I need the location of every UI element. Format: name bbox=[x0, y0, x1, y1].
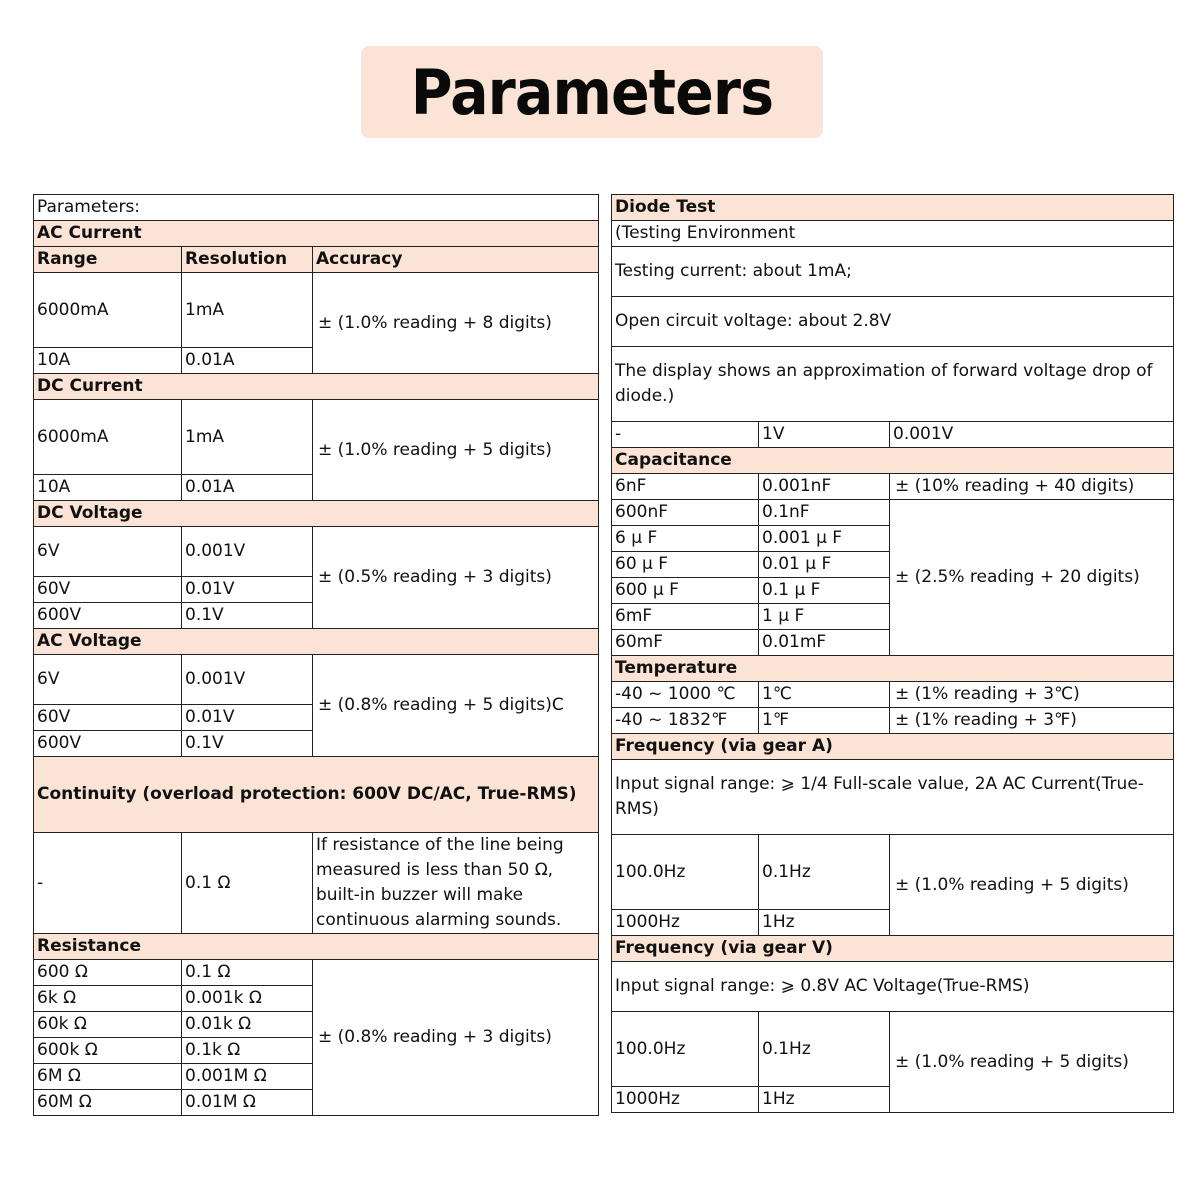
accuracy-cell: ± (10% reading + 40 digits) bbox=[890, 474, 1174, 500]
resolution-cell: 0.001V bbox=[182, 655, 313, 705]
resolution-cell: 1℃ bbox=[759, 682, 890, 708]
accuracy-cell: ± (2.5% reading + 20 digits) bbox=[890, 500, 1174, 656]
range-cell: 600 μ F bbox=[612, 578, 759, 604]
resolution-cell: 0.001k Ω bbox=[182, 986, 313, 1012]
resolution-cell: 0.1 Ω bbox=[182, 960, 313, 986]
section-capacitance: Capacitance bbox=[612, 448, 1174, 474]
resolution-cell: 0.1V bbox=[182, 603, 313, 629]
range-cell: - bbox=[612, 422, 759, 448]
range-cell: 600nF bbox=[612, 500, 759, 526]
range-cell: 6 μ F bbox=[612, 526, 759, 552]
range-cell: 10A bbox=[34, 475, 182, 501]
continuity-note: If resistance of the line being measured is less than 50 Ω, built-in buzzer will make continuous alarming sounds. bbox=[313, 833, 599, 934]
resolution-cell: 0.01V bbox=[182, 705, 313, 731]
section-frequency-a: Frequency (via gear A) bbox=[612, 734, 1174, 760]
range-cell: 60M Ω bbox=[34, 1090, 182, 1116]
diode-display-note: The display shows an approximation of forward voltage drop of diode.) bbox=[612, 347, 1174, 422]
section-dc-current: DC Current bbox=[34, 374, 599, 400]
range-cell: 6mF bbox=[612, 604, 759, 630]
resolution-cell: 0.001 μ F bbox=[759, 526, 890, 552]
right-parameters-table bbox=[611, 194, 1174, 1113]
range-cell: 6000mA bbox=[34, 273, 182, 348]
resolution-cell: 0.01V bbox=[182, 577, 313, 603]
resolution-cell: 0.01k Ω bbox=[182, 1012, 313, 1038]
resolution-cell: 0.01A bbox=[182, 475, 313, 501]
resolution-cell: 1mA bbox=[182, 400, 313, 475]
resolution-cell: 1Hz bbox=[759, 1087, 890, 1113]
accuracy-cell: ± (0.5% reading + 3 digits) bbox=[313, 527, 599, 629]
resolution-cell: 0.001nF bbox=[759, 474, 890, 500]
section-resistance: Resistance bbox=[34, 934, 599, 960]
range-cell: 600 Ω bbox=[34, 960, 182, 986]
resolution-cell: 0.1 Ω bbox=[182, 833, 313, 934]
resolution-cell: 1Hz bbox=[759, 910, 890, 936]
range-cell: 6M Ω bbox=[34, 1064, 182, 1090]
range-cell: 6V bbox=[34, 655, 182, 705]
range-cell: 100.0Hz bbox=[612, 835, 759, 910]
left-parameters-table bbox=[33, 194, 599, 1116]
section-diode-test: Diode Test bbox=[612, 195, 1174, 221]
resolution-cell: 0.1k Ω bbox=[182, 1038, 313, 1064]
resolution-cell: 0.1nF bbox=[759, 500, 890, 526]
accuracy-cell: ± (0.8% reading + 3 digits) bbox=[313, 960, 599, 1116]
resolution-cell: 0.01mF bbox=[759, 630, 890, 656]
resolution-cell: 0.001V bbox=[182, 527, 313, 577]
accuracy-cell: ± (1.0% reading + 5 digits) bbox=[890, 1012, 1174, 1113]
resolution-cell: 1 μ F bbox=[759, 604, 890, 630]
section-continuity: Continuity (overload protection: 600V DC/AC, True-RMS) bbox=[34, 757, 599, 833]
diode-env: (Testing Environment bbox=[612, 221, 1174, 247]
section-ac-voltage: AC Voltage bbox=[34, 629, 599, 655]
resolution-cell: 0.001V bbox=[890, 422, 1174, 448]
section-temperature: Temperature bbox=[612, 656, 1174, 682]
section-ac-current: AC Current bbox=[34, 221, 599, 247]
resolution-cell: 0.01 μ F bbox=[759, 552, 890, 578]
range-cell: 6V bbox=[34, 527, 182, 577]
accuracy-cell: ± (1% reading + 3℉) bbox=[890, 708, 1174, 734]
range-cell: -40 ~ 1000 ℃ bbox=[612, 682, 759, 708]
accuracy-cell: ± (1% reading + 3℃) bbox=[890, 682, 1174, 708]
range-cell: 600V bbox=[34, 603, 182, 629]
resolution-cell: 1℉ bbox=[759, 708, 890, 734]
parameters-heading: Parameters: bbox=[34, 195, 599, 221]
col-resolution: Resolution bbox=[182, 247, 313, 273]
range-cell: 100.0Hz bbox=[612, 1012, 759, 1087]
range-cell: 10A bbox=[34, 348, 182, 374]
diode-current: Testing current: about 1mA; bbox=[612, 247, 1174, 297]
resolution-cell: 0.001M Ω bbox=[182, 1064, 313, 1090]
range-cell: 6000mA bbox=[34, 400, 182, 475]
accuracy-cell: ± (1.0% reading + 8 digits) bbox=[313, 273, 599, 374]
title-banner bbox=[361, 46, 823, 138]
range-cell: 60mF bbox=[612, 630, 759, 656]
range-cell: 600k Ω bbox=[34, 1038, 182, 1064]
range-cell: 60V bbox=[34, 705, 182, 731]
diode-voltage: Open circuit voltage: about 2.8V bbox=[612, 297, 1174, 347]
resolution-cell: 0.1V bbox=[182, 731, 313, 757]
resolution-cell: 0.01M Ω bbox=[182, 1090, 313, 1116]
range-cell: - bbox=[34, 833, 182, 934]
range-cell: 1000Hz bbox=[612, 1087, 759, 1113]
accuracy-cell: ± (1.0% reading + 5 digits) bbox=[890, 835, 1174, 936]
resolution-cell: 0.1Hz bbox=[759, 1012, 890, 1087]
accuracy-cell: ± (1.0% reading + 5 digits) bbox=[313, 400, 599, 501]
range-cell: 6k Ω bbox=[34, 986, 182, 1012]
range-cell: 1000Hz bbox=[612, 910, 759, 936]
range-cell: 600V bbox=[34, 731, 182, 757]
col-range: Range bbox=[34, 247, 182, 273]
frequency-a-input: Input signal range: ⩾ 1/4 Full-scale value, 2A AC Current(True-RMS) bbox=[612, 760, 1174, 835]
page-title: Parameters bbox=[410, 55, 774, 129]
frequency-v-input: Input signal range: ⩾ 0.8V AC Voltage(True-RMS) bbox=[612, 962, 1174, 1012]
range-cell: 1V bbox=[759, 422, 890, 448]
resolution-cell: 0.1 μ F bbox=[759, 578, 890, 604]
range-cell: 60k Ω bbox=[34, 1012, 182, 1038]
resolution-cell: 0.01A bbox=[182, 348, 313, 374]
resolution-cell: 0.1Hz bbox=[759, 835, 890, 910]
range-cell: -40 ~ 1832℉ bbox=[612, 708, 759, 734]
resolution-cell: 1mA bbox=[182, 273, 313, 348]
accuracy-cell: ± (0.8% reading + 5 digits)C bbox=[313, 655, 599, 757]
range-cell: 60 μ F bbox=[612, 552, 759, 578]
section-dc-voltage: DC Voltage bbox=[34, 501, 599, 527]
col-accuracy: Accuracy bbox=[313, 247, 599, 273]
range-cell: 60V bbox=[34, 577, 182, 603]
range-cell: 6nF bbox=[612, 474, 759, 500]
section-frequency-v: Frequency (via gear V) bbox=[612, 936, 1174, 962]
